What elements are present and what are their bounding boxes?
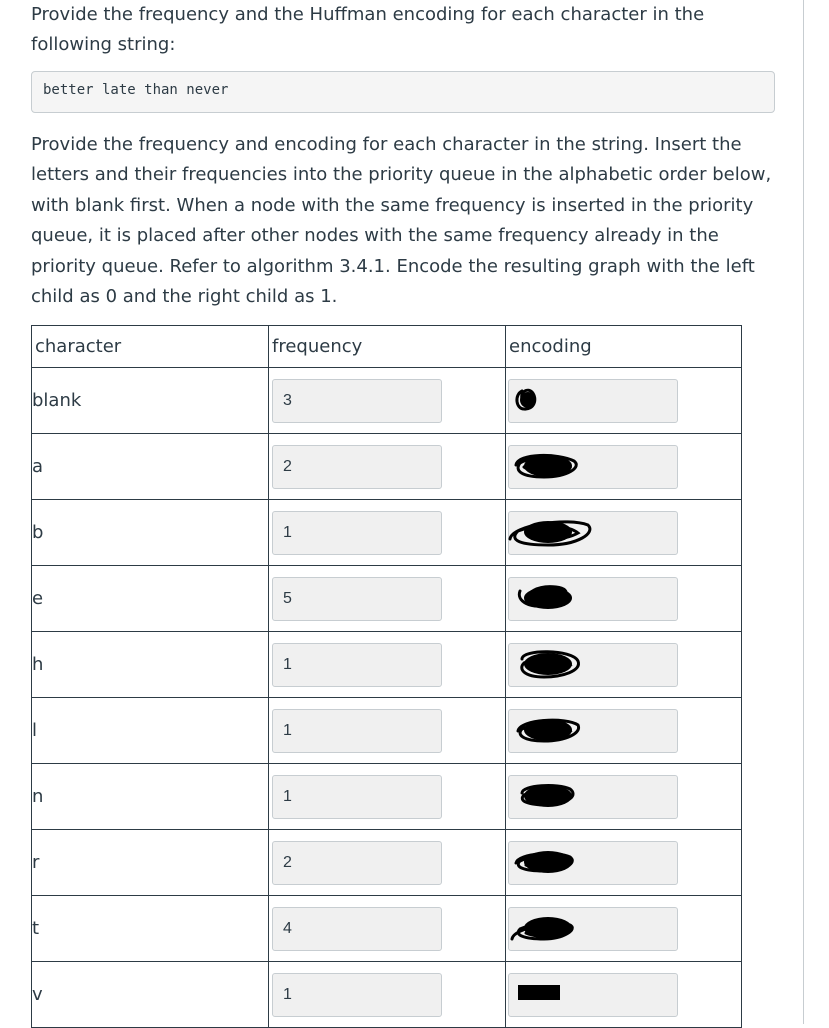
question-instructions: Provide the frequency and encoding for each character in the string. Insert the letters and their frequencies into the priority queue in the alphabetic order below, with blank first. When a node with the same frequency is inserted in the priority queue, it is placed after other nodes with the same frequency already in the priority queue. Refer to algorithm 3.4.1. Encode the resulting graph with the left child as 0 and the right child as 1. — [31, 134, 772, 308]
answer-table — [31, 325, 742, 1028]
encoding-input[interactable] — [508, 577, 678, 621]
table-row — [32, 368, 742, 434]
frequency-cell — [269, 698, 506, 764]
table-row — [32, 632, 742, 698]
encoding-field-wrap — [508, 445, 680, 489]
frequency-input[interactable]: 5 — [272, 577, 442, 621]
frequency-cell — [269, 566, 506, 632]
encoding-cell — [506, 764, 742, 830]
character-cell: a — [32, 434, 269, 500]
input-string-box: better late than never — [31, 71, 775, 113]
frequency-input[interactable]: 3 — [272, 379, 442, 423]
encoding-field-wrap — [508, 973, 680, 1017]
encoding-input[interactable] — [508, 445, 678, 489]
table-row — [32, 500, 742, 566]
character-cell: n — [32, 764, 269, 830]
character-cell: l — [32, 698, 269, 764]
table-row — [32, 962, 742, 1028]
encoding-cell — [506, 566, 742, 632]
encoding-input[interactable] — [508, 709, 678, 753]
frequency-input[interactable]: 1 — [272, 709, 442, 753]
character-cell: h — [32, 632, 269, 698]
character-cell: blank — [32, 368, 269, 434]
encoding-field-wrap — [508, 643, 680, 687]
encoding-cell — [506, 500, 742, 566]
encoding-input[interactable] — [508, 643, 678, 687]
column-header-character: character — [32, 326, 269, 368]
encoding-field-wrap — [508, 775, 680, 819]
encoding-input[interactable] — [508, 775, 678, 819]
character-cell: r — [32, 830, 269, 896]
question-prompt: Provide the frequency and the Huffman encoding for each character in the following string: — [31, 4, 705, 55]
encoding-field-wrap — [508, 379, 680, 423]
frequency-input[interactable]: 1 — [272, 973, 442, 1017]
encoding-field-wrap — [508, 709, 680, 753]
frequency-cell — [269, 632, 506, 698]
encoding-cell — [506, 896, 742, 962]
frequency-cell — [269, 896, 506, 962]
encoding-cell — [506, 632, 742, 698]
encoding-field-wrap — [508, 841, 680, 885]
table-row — [32, 830, 742, 896]
character-cell: e — [32, 566, 269, 632]
table-row — [32, 566, 742, 632]
encoding-input[interactable] — [508, 973, 678, 1017]
encoding-field-wrap — [508, 907, 680, 951]
frequency-cell — [269, 434, 506, 500]
encoding-input[interactable] — [508, 841, 678, 885]
frequency-cell — [269, 830, 506, 896]
encoding-cell — [506, 962, 742, 1028]
character-cell: b — [32, 500, 269, 566]
column-header-frequency: frequency — [269, 326, 506, 368]
table-row — [32, 698, 742, 764]
encoding-field-wrap — [508, 577, 680, 621]
frequency-cell — [269, 368, 506, 434]
frequency-input[interactable]: 4 — [272, 907, 442, 951]
encoding-cell — [506, 434, 742, 500]
table-row — [32, 764, 742, 830]
frequency-input[interactable]: 1 — [272, 643, 442, 687]
encoding-cell — [506, 830, 742, 896]
column-header-encoding: encoding — [506, 326, 742, 368]
character-cell: t — [32, 896, 269, 962]
encoding-cell — [506, 368, 742, 434]
table-row — [32, 434, 742, 500]
encoding-cell — [506, 698, 742, 764]
frequency-input[interactable]: 2 — [272, 445, 442, 489]
encoding-input[interactable] — [508, 379, 678, 423]
frequency-cell — [269, 764, 506, 830]
frequency-cell — [269, 500, 506, 566]
table-row — [32, 896, 742, 962]
table-header-row — [32, 326, 742, 368]
encoding-field-wrap — [508, 511, 680, 555]
frequency-input[interactable]: 2 — [272, 841, 442, 885]
frequency-input[interactable]: 1 — [272, 511, 442, 555]
frequency-input[interactable]: 1 — [272, 775, 442, 819]
character-cell: v — [32, 962, 269, 1028]
encoding-input[interactable] — [508, 511, 678, 555]
frequency-cell — [269, 962, 506, 1028]
encoding-input[interactable] — [508, 907, 678, 951]
